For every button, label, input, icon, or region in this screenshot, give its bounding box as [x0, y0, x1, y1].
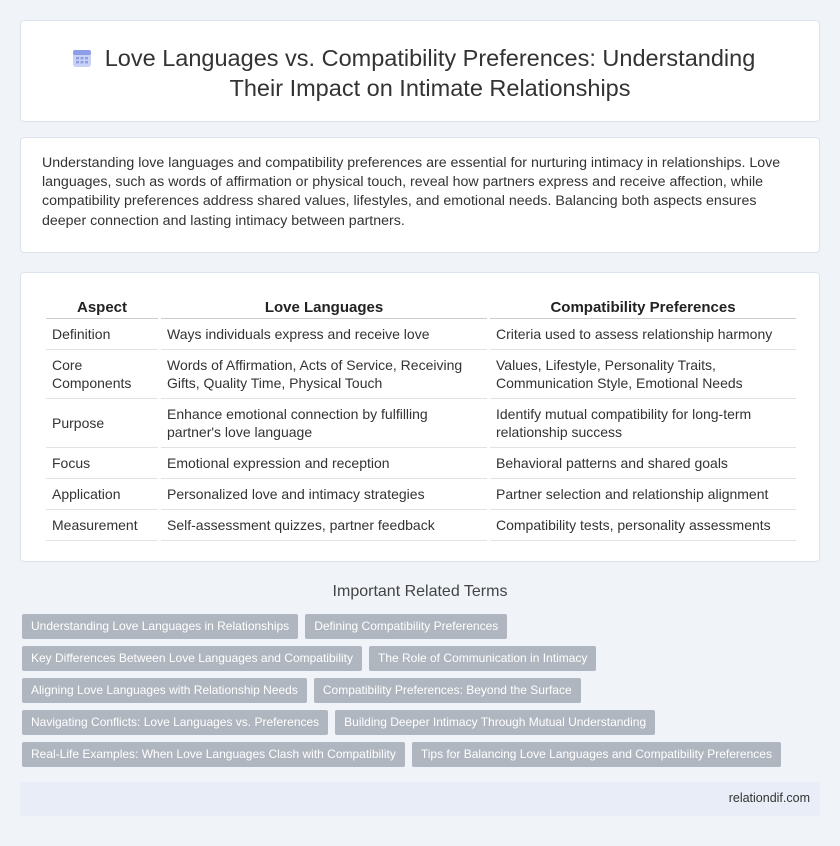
- cell-compatibility: Values, Lifestyle, Personality Traits, Communication Style, Emotional Needs: [490, 350, 796, 399]
- cell-love-languages: Emotional expression and reception: [161, 448, 487, 479]
- table-row: [46, 479, 796, 510]
- cell-aspect: Definition: [46, 319, 158, 350]
- table-row: [46, 350, 796, 399]
- cell-compatibility: Behavioral patterns and shared goals: [490, 448, 796, 479]
- intro-card: [20, 137, 820, 253]
- comparison-table-card: [20, 272, 820, 562]
- table-row: [46, 448, 796, 479]
- table-row: [46, 510, 796, 541]
- table-row: [46, 399, 796, 448]
- header-aspect: Aspect: [46, 295, 158, 319]
- related-term-tag[interactable]: Defining Compatibility Preferences: [305, 614, 507, 639]
- related-term-tag[interactable]: Building Deeper Intimacy Through Mutual Understanding: [335, 710, 655, 735]
- cell-aspect: Focus: [46, 448, 158, 479]
- table-row: [46, 319, 796, 350]
- header-love-languages: Love Languages: [161, 295, 487, 319]
- tag-row: [22, 614, 812, 639]
- cell-love-languages: Personalized love and intimacy strategies: [161, 479, 487, 510]
- related-term-tag[interactable]: Key Differences Between Love Languages and Compatibility: [22, 646, 362, 671]
- header-compatibility-preferences: Compatibility Preferences: [490, 295, 796, 319]
- cell-love-languages: Self-assessment quizzes, partner feedback: [161, 510, 487, 541]
- cell-aspect: Core Components: [46, 350, 158, 399]
- cell-aspect: Application: [46, 479, 158, 510]
- related-term-tag[interactable]: Understanding Love Languages in Relationships: [22, 614, 298, 639]
- tag-row: [22, 742, 812, 767]
- related-term-tag[interactable]: Compatibility Preferences: Beyond the Surface: [314, 678, 581, 703]
- related-term-tag[interactable]: Real-Life Examples: When Love Languages Clash with Compatibility: [22, 742, 405, 767]
- related-term-tag[interactable]: Navigating Conflicts: Love Languages vs. Preferences: [22, 710, 328, 735]
- tag-row: [22, 646, 812, 671]
- related-terms-tags: [22, 614, 812, 774]
- cell-compatibility: Criteria used to assess relationship harmony: [490, 319, 796, 350]
- table-header-row: [46, 295, 796, 319]
- related-term-tag[interactable]: Aligning Love Languages with Relationship Needs: [22, 678, 307, 703]
- related-term-tag[interactable]: Tips for Balancing Love Languages and Compatibility Preferences: [412, 742, 781, 767]
- tag-row: [22, 710, 812, 735]
- page-title: Love Languages vs. Compatibility Preferences: Understanding Their Impact on Intimate Relationships: [104, 45, 756, 101]
- cell-aspect: Measurement: [46, 510, 158, 541]
- cell-compatibility: Compatibility tests, personality assessments: [490, 510, 796, 541]
- cell-aspect: Purpose: [46, 399, 158, 448]
- cell-compatibility: Partner selection and relationship alignment: [490, 479, 796, 510]
- cell-compatibility: Identify mutual compatibility for long-term relationship success: [490, 399, 796, 448]
- title-card: [20, 20, 820, 122]
- footer: [20, 782, 820, 816]
- intro-paragraph: Understanding love languages and compatibility preferences are essential for nurturing intimacy in relationships. Love languages, such as words of affirmation or physical touch, reveal how partners express and receive affection, while compatibility preferences address shared values, lifestyles, and emotional needs. Balancing both aspects ensures deeper connection and lasting intimacy between partners.: [42, 155, 781, 229]
- footer-site-link[interactable]: relationdif.com: [728, 791, 810, 805]
- cell-love-languages: Enhance emotional connection by fulfilling partner's love language: [161, 399, 487, 448]
- cell-love-languages: Words of Affirmation, Acts of Service, Receiving Gifts, Quality Time, Physical Touch: [161, 350, 487, 399]
- tag-row: [22, 678, 812, 703]
- related-term-tag[interactable]: The Role of Communication in Intimacy: [369, 646, 596, 671]
- related-terms-heading: Important Related Terms: [332, 583, 508, 600]
- comparison-table: [43, 295, 799, 541]
- cell-love-languages: Ways individuals express and receive love: [161, 319, 487, 350]
